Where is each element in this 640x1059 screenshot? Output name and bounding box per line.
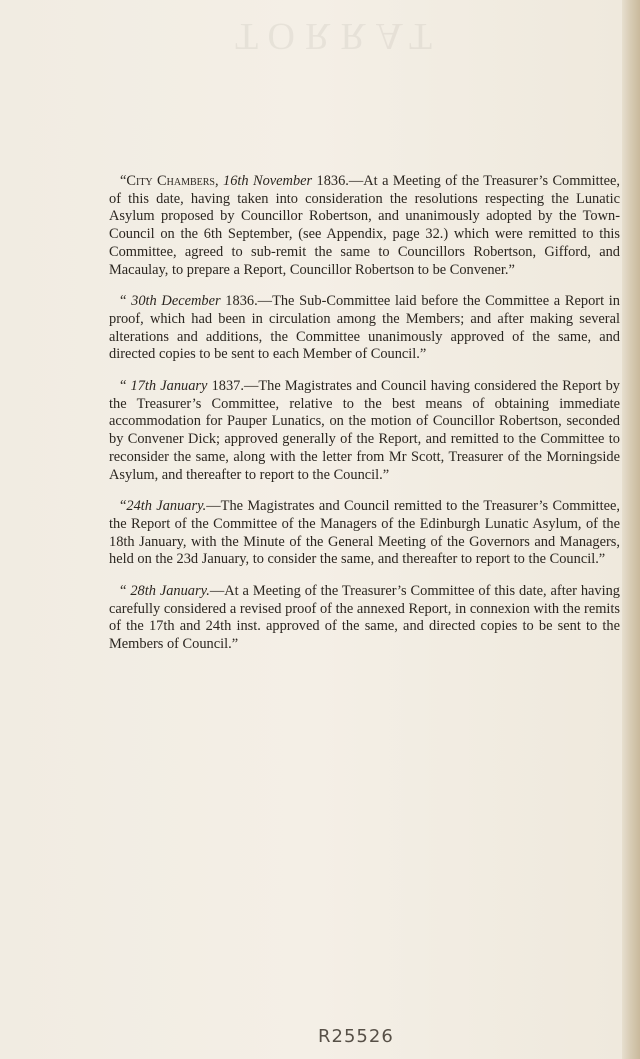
paragraph-date: 16th November [223, 173, 313, 189]
library-stamp: R25526 [318, 1026, 394, 1047]
document-text [109, 173, 620, 654]
paragraph-5 [109, 583, 620, 654]
paragraph-open-quote: “ [120, 583, 131, 600]
paragraph-open-quote: “ [120, 173, 127, 189]
paragraph-date: 24th January. [126, 498, 207, 515]
bleed-through-title: TORRAT [235, 15, 443, 57]
paragraph-heading: City Chambers, [126, 173, 219, 189]
paragraph-date: 30th December [131, 293, 221, 310]
page-edge [622, 0, 640, 1059]
paragraph-date: 17th January [130, 378, 208, 395]
paragraph-1 [109, 173, 620, 279]
paragraph-4 [109, 498, 620, 569]
paragraph-open-quote: “ [120, 293, 132, 310]
paragraph-body: 1836.—At a Meeting of the Treasurer’s Committee, of this date, having taken into consideration the resolutions respecting the Lunatic Asylum proposed by Councillor Robertson, and unanimously adopted by the Town-Council on the 6th September, (see Appendix, page 32.) which were remitted to this Committee, agreed to sub-remit the same to Councillors Robertson, Gifford, and Macaulay, to prepare a Report, Councillor Robertson to be Convener.” [109, 173, 620, 278]
paragraph-body: —At a Meeting of the Treasurer’s Committee of this date, after having carefully considered a revised proof of the annexed Report, in connexion with the remits of the 17th and 24th inst. approved of the same, and directed copies to be sent to the Members of Council.” [109, 583, 620, 653]
paragraph-body: 1837.—The Magistrates and Council having considered the Report by the Treasurer’s Committee, relative to the best means of obtaining immediate accommodation for Pauper Lunatics, on the motion of Councillor Robertson, seconded by Convener Dick; approved generally of the Report, and remitted to the Committee to reconsider the same, along with the letter from Mr Scott, Treasurer of the Morningside Asylum, and thereafter to report to the Council.” [109, 378, 620, 483]
paragraph-date: 28th January. [130, 583, 210, 600]
paragraph-open-quote: “ [120, 498, 127, 515]
paragraph-body: 1836.—The Sub-Committee laid before the Committee a Report in proof, which had been in circulation among the Members; and after making several alterations and additions, the Committee unanimously approved of the same, and directed copies to be sent to each Member of Council.” [109, 293, 621, 363]
paragraph-body: —The Magistrates and Council remitted to the Treasurer’s Committee, the Report of the Committee of the Managers of the Edinburgh Lunatic Asylum, of the 18th January, with the Minute of the General Meeting of the Governors and Managers, held on the 23d January, to consider the same, and thereafter to report to the Council.” [109, 498, 620, 568]
paragraph-open-quote: “ [120, 378, 131, 395]
paragraph-2 [109, 293, 620, 364]
paragraph-3 [109, 378, 620, 484]
